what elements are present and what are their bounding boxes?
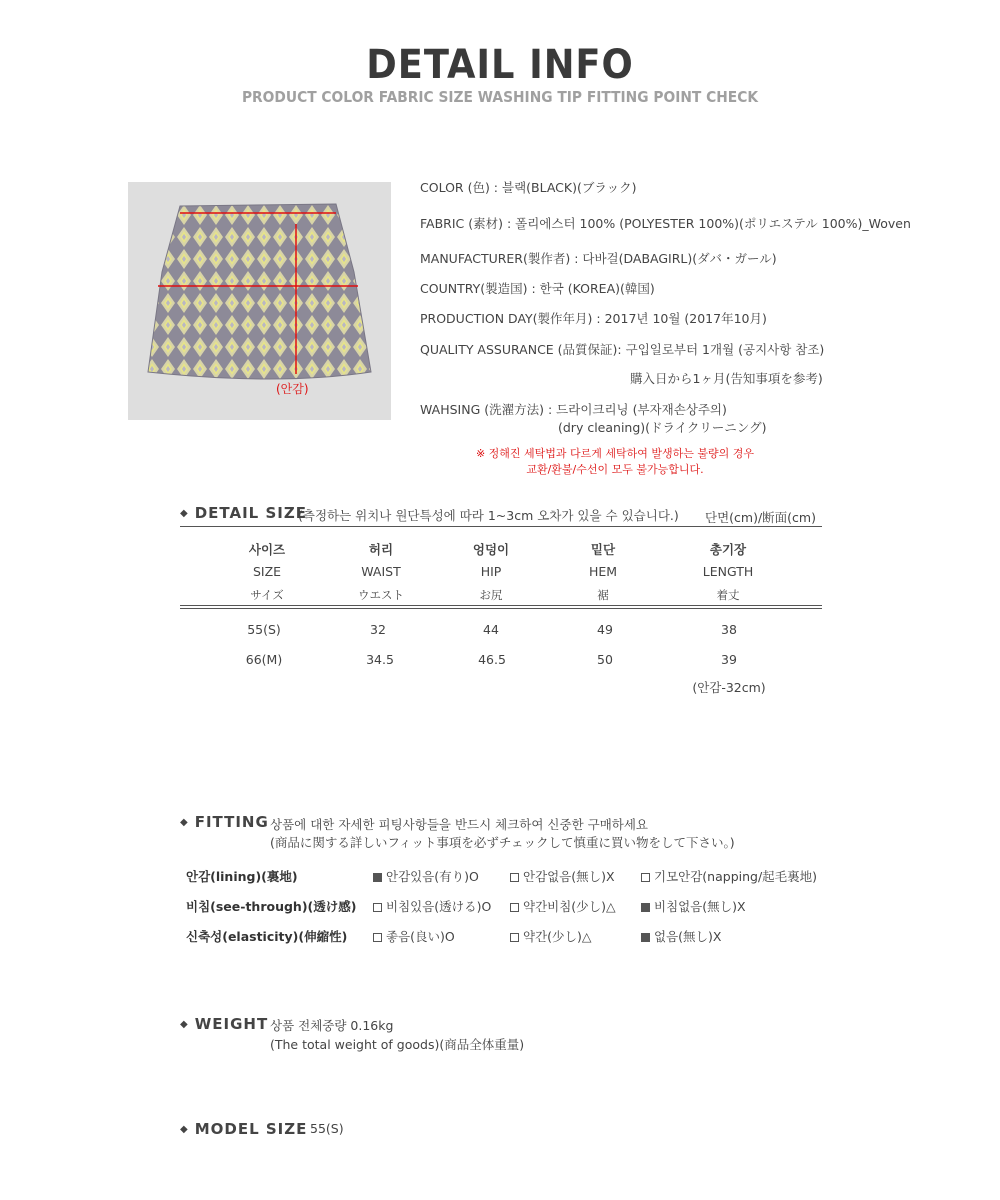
bullet-icon: ◆ <box>180 817 189 828</box>
fitting-option[interactable] <box>641 867 817 885</box>
washing-notice-1: ※ 정해진 세탁법과 다르게 세탁하여 발생하는 불량의 경우 <box>475 447 755 460</box>
checkbox-empty-icon[interactable] <box>373 933 382 942</box>
fitting-option[interactable] <box>373 867 479 885</box>
fitting-option-label: 없음(無し)X <box>654 929 722 944</box>
fitting-note-1: 상품에 대한 자세한 피팅사항들을 반드시 체크하여 신중한 구매하세요 <box>270 817 648 832</box>
fitting-option[interactable] <box>373 897 491 915</box>
info-quality-jp: 購入日から1ヶ月(告知事項を参考) <box>630 371 823 386</box>
page-title: DETAIL INFO <box>366 42 634 88</box>
checkbox-checked-icon[interactable] <box>641 903 650 912</box>
model-size-value: 55(S) <box>310 1121 344 1136</box>
col-waist-ko: 허리 <box>368 542 394 557</box>
table-cell: 46.5 <box>478 652 506 667</box>
bullet-icon: ◆ <box>180 508 189 519</box>
fitting-option-label: 좋음(良い)O <box>386 929 455 944</box>
col-length-ko: 총기장 <box>709 542 747 557</box>
col-length-en: LENGTH <box>702 564 754 579</box>
table-cell: 50 <box>597 652 613 667</box>
col-size-jp: サイズ <box>250 588 284 602</box>
weight-heading <box>180 1015 268 1033</box>
checkbox-empty-icon[interactable] <box>510 903 519 912</box>
table-cell: 49 <box>597 622 613 637</box>
col-hip-jp: お尻 <box>479 588 503 602</box>
bullet-icon: ◆ <box>180 1124 189 1135</box>
fitting-label-elasticity: 신축성(elasticity)(伸縮性) <box>186 929 348 944</box>
checkbox-checked-icon[interactable] <box>373 873 382 882</box>
col-hem-jp: 裾 <box>597 588 609 602</box>
lining-label: (안감) <box>276 382 309 396</box>
fitting-option[interactable] <box>510 897 616 915</box>
size-table-top-rule <box>180 526 822 527</box>
size-table-rule-2 <box>180 608 822 609</box>
detail-size-note: (측정하는 위치나 원단특성에 따라 1~3cm 오차가 있을 수 있습니다.) <box>298 508 679 523</box>
col-size-en: SIZE <box>252 564 282 579</box>
fitting-option[interactable] <box>641 897 746 915</box>
checkbox-checked-icon[interactable] <box>641 933 650 942</box>
info-manufacturer: MANUFACTURER(製作者) : 다바걸(DABAGIRL)(ダバ・ガール) <box>420 251 777 266</box>
model-size-heading <box>180 1120 307 1138</box>
detail-size-heading <box>180 504 307 522</box>
table-cell: 66(M) <box>245 652 283 667</box>
col-waist-jp: ウエスト <box>358 588 404 602</box>
fitting-option-label: 기모안감(napping/起毛裏地) <box>654 869 818 884</box>
fitting-label-see-through: 비침(see-through)(透け感) <box>186 899 357 914</box>
info-washing: WAHSING (洗濯方法) : 드라이크리닝 (부자재손상주의) <box>420 402 727 417</box>
col-hem-en: HEM <box>588 564 618 579</box>
detail-size-unit: 단면(cm)/断面(cm) <box>705 510 816 525</box>
size-table-rule-1 <box>180 605 822 606</box>
checkbox-empty-icon[interactable] <box>373 903 382 912</box>
product-photo <box>128 182 391 420</box>
weight-title: WEIGHT <box>194 1015 269 1033</box>
fitting-option-label: 약간비침(少し)△ <box>523 899 616 914</box>
fitting-option[interactable] <box>641 927 721 945</box>
col-waist-en: WAIST <box>361 564 401 579</box>
info-color: COLOR (色) : 블랙(BLACK)(ブラック) <box>420 180 637 195</box>
table-cell: 39 <box>721 652 737 667</box>
fitting-option[interactable] <box>510 927 592 945</box>
skirt-illustration <box>128 182 391 420</box>
fitting-option[interactable] <box>510 867 615 885</box>
col-length-jp: 着丈 <box>716 588 740 602</box>
fitting-note-2: (商品に関する詳しいフィット事項を必ずチェックして慎重に買い物をして下さい。) <box>270 835 735 850</box>
detail-size-title: DETAIL SIZE <box>194 504 307 522</box>
table-cell: 34.5 <box>366 652 394 667</box>
table-cell: 55(S) <box>247 622 281 637</box>
fitting-option-label: 안감없음(無し)X <box>523 869 615 884</box>
info-country: COUNTRY(製造国) : 한국 (KOREA)(韓国) <box>420 281 655 296</box>
fitting-option-label: 비침있음(透ける)O <box>386 899 492 914</box>
col-hip-en: HIP <box>480 564 502 579</box>
weight-line-2: (The total weight of goods)(商品全体重量) <box>270 1037 525 1052</box>
checkbox-empty-icon[interactable] <box>510 933 519 942</box>
info-quality: QUALITY ASSURANCE (品質保証): 구입일로부터 1개월 (공지사항 참조) <box>420 342 825 357</box>
page-subtitle: PRODUCT COLOR FABRIC SIZE WASHING TIP FITTING POINT CHECK <box>241 88 759 106</box>
model-size-title: MODEL SIZE <box>194 1120 308 1138</box>
checkbox-empty-icon[interactable] <box>641 873 650 882</box>
length-footnote: (안감-32cm) <box>692 680 766 695</box>
table-cell: 32 <box>370 622 386 637</box>
fitting-option-label: 비침없음(無し)X <box>654 899 746 914</box>
table-cell: 44 <box>483 622 499 637</box>
col-hip-ko: 엉덩이 <box>472 542 510 557</box>
washing-notice-2: 교환/환불/수선이 모두 불가능합니다. <box>526 463 704 476</box>
col-size-ko: 사이즈 <box>248 542 286 557</box>
weight-line-1: 상품 전체중량 0.16kg <box>270 1018 394 1033</box>
fitting-label-lining: 안감(lining)(裏地) <box>186 869 298 884</box>
checkbox-empty-icon[interactable] <box>510 873 519 882</box>
fitting-heading <box>180 813 269 831</box>
bullet-icon: ◆ <box>180 1019 189 1030</box>
fitting-option[interactable] <box>373 927 455 945</box>
fitting-option-label: 약간(少し)△ <box>523 929 592 944</box>
info-fabric: FABRIC (素材) : 폴리에스터 100% (POLYESTER 100%)(ポリエステル 100%)_Woven <box>420 216 911 231</box>
info-washing-2: (dry cleaning)(ドライクリーニング) <box>558 420 767 435</box>
table-cell: 38 <box>721 622 737 637</box>
fitting-title: FITTING <box>194 813 269 831</box>
info-production-day: PRODUCTION DAY(製作年月) : 2017년 10월 (2017年10月) <box>420 311 767 326</box>
fitting-option-label: 안감있음(有り)O <box>386 869 479 884</box>
col-hem-ko: 밑단 <box>590 542 616 557</box>
